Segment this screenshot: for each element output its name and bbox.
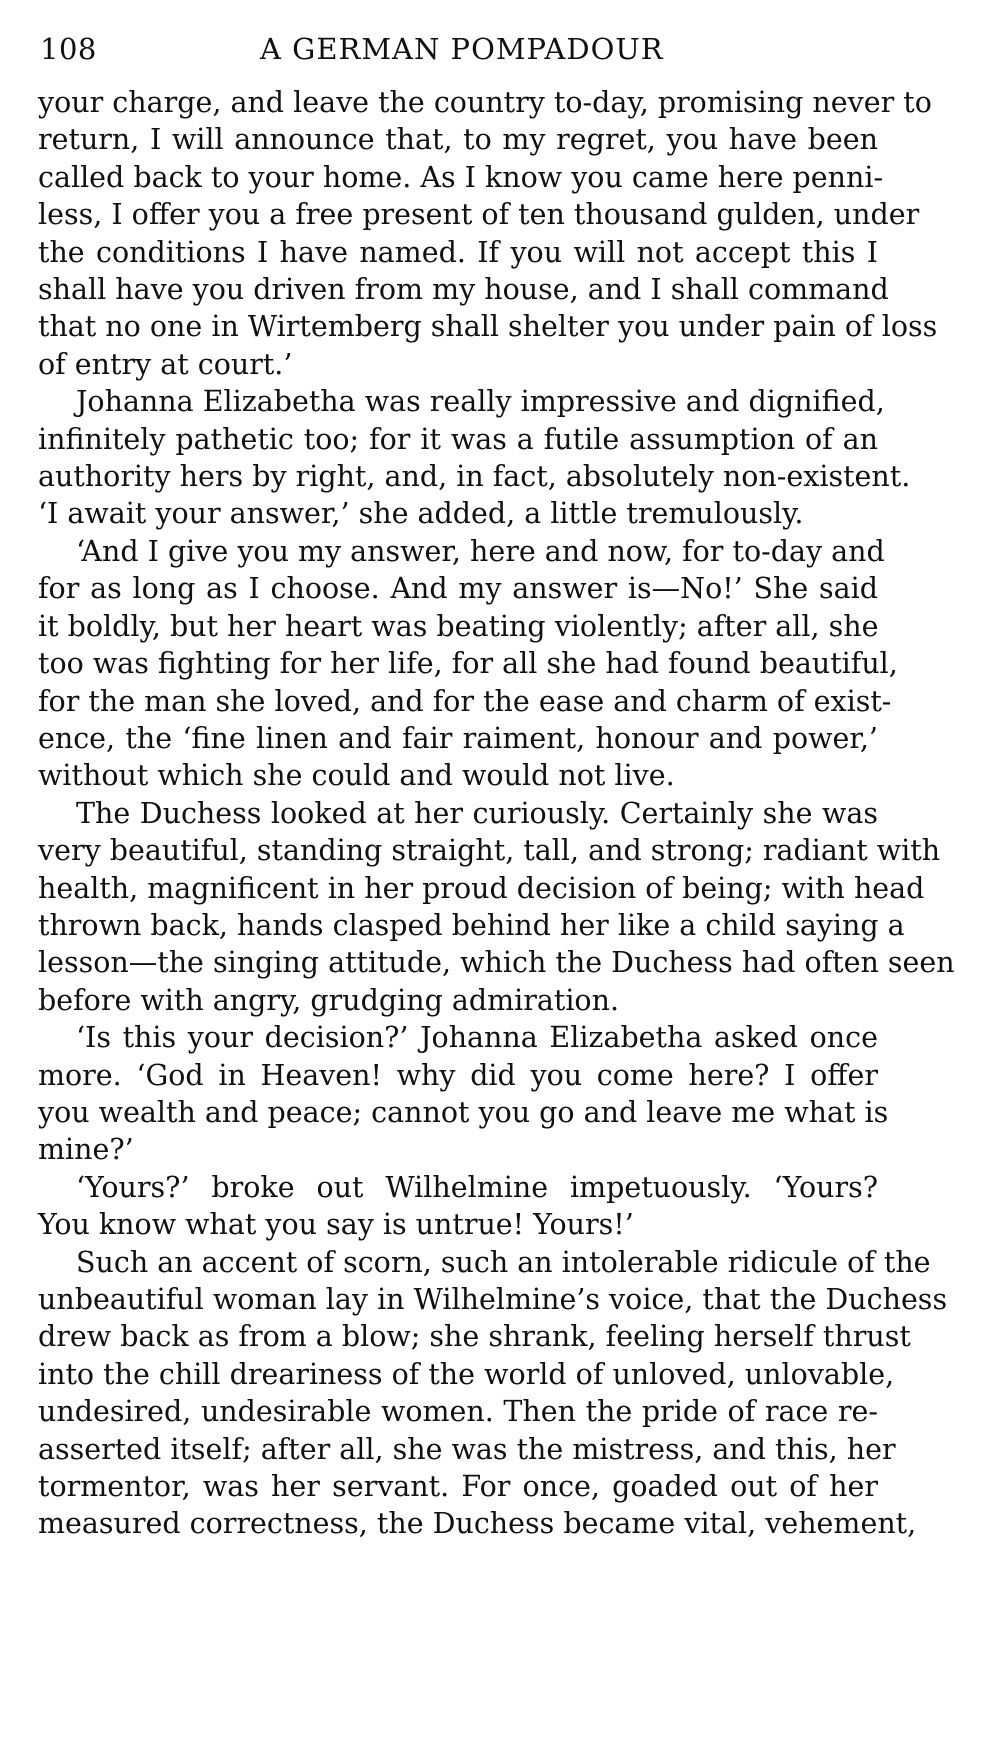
text-line: that no one in Wirtemberg shall shelter you under pain of loss [38, 310, 938, 344]
text-line: it boldly, but her heart was beating violently; after all, she [38, 609, 879, 643]
text-line: measured correctness, the Duchess became vital, vehement, [38, 1507, 917, 1541]
text-line: ‘And I give you my answer, here and now, for to-day and [76, 534, 885, 568]
text-line: the conditions I have named. If you will not accept this I [38, 235, 878, 269]
text-line: You know what you say is untrue! Yours!’ [38, 1208, 634, 1242]
text-line: Such an accent of scorn, such an intolerable ridicule of the [76, 1245, 931, 1279]
text-line: ‘Yours?’ broke out Wilhelmine impetuously. ‘Yours? [76, 1170, 878, 1204]
text-line: authority hers by right, and, in fact, absolutely non-existent. [38, 460, 911, 494]
body-text [38, 84, 955, 1543]
text-line: called back to your home. As I know you came here penni- [38, 160, 884, 194]
text-line: health, magnificent in her proud decision of being; with head [38, 871, 925, 905]
text-line: Johanna Elizabetha was really impressive and dignified, [76, 385, 885, 419]
text-line: before with angry, grudging admiration. [38, 983, 620, 1017]
text-line: undesired, undesirable women. Then the pride of race re- [38, 1395, 878, 1429]
book-page [38, 28, 955, 1543]
running-title: A GERMAN POMPADOUR [260, 32, 664, 66]
page-header [38, 28, 878, 76]
text-line: infinitely pathetic too; for it was a futile assumption of an [38, 422, 878, 456]
text-line: The Duchess looked at her curiously. Certainly she was [76, 796, 878, 830]
text-line: your charge, and leave the country to-day, promising never to [38, 86, 932, 119]
text-line: less, I offer you a free present of ten thousand gulden, under [38, 198, 920, 232]
text-line: shall have you driven from my house, and I shall command [38, 273, 889, 307]
page-number: 108 [40, 32, 97, 66]
text-line: tormentor, was her servant. For once, goaded out of her [38, 1470, 878, 1504]
text-line: without which she could and would not live. [38, 759, 675, 793]
text-line: ‘Is this your decision?’ Johanna Elizabetha asked once [76, 1021, 878, 1055]
text-line: ence, the ‘fine linen and fair raiment, honour and power,’ [38, 721, 878, 755]
text-line: very beautiful, standing straight, tall, and strong; radiant with [38, 834, 941, 868]
text-line: thrown back, hands clasped behind her like a child saying a [38, 908, 905, 942]
text-line: of entry at court.’ [38, 347, 293, 381]
text-line: drew back as from a blow; she shrank, feeling herself thrust [38, 1320, 911, 1354]
text-line: for the man she loved, and for the ease and charm of exist- [38, 684, 892, 718]
text-line: unbeautiful woman lay in Wilhelmine’s voice, that the Duchess [38, 1283, 948, 1316]
text-line: too was fighting for her life, for all she had found beautiful, [38, 647, 898, 681]
text-line: mine?’ [38, 1133, 134, 1167]
text-line: lesson—the singing attitude, which the Duchess had often seen [38, 946, 955, 980]
text-line: for as long as I choose. And my answer is—No!’ She said [38, 572, 878, 606]
text-line: return, I will announce that, to my regret, you have been [38, 123, 878, 157]
text-line: more. ‘God in Heaven! why did you come here? I offer [38, 1058, 878, 1092]
text-line: into the chill dreariness of the world of unloved, unlovable, [38, 1357, 895, 1391]
text-line: ‘I await your answer,’ she added, a little tremulously. [38, 497, 804, 531]
text-line: asserted itself; after all, she was the mistress, and this, her [38, 1432, 896, 1466]
text-line: you wealth and peace; cannot you go and leave me what is [38, 1095, 889, 1129]
